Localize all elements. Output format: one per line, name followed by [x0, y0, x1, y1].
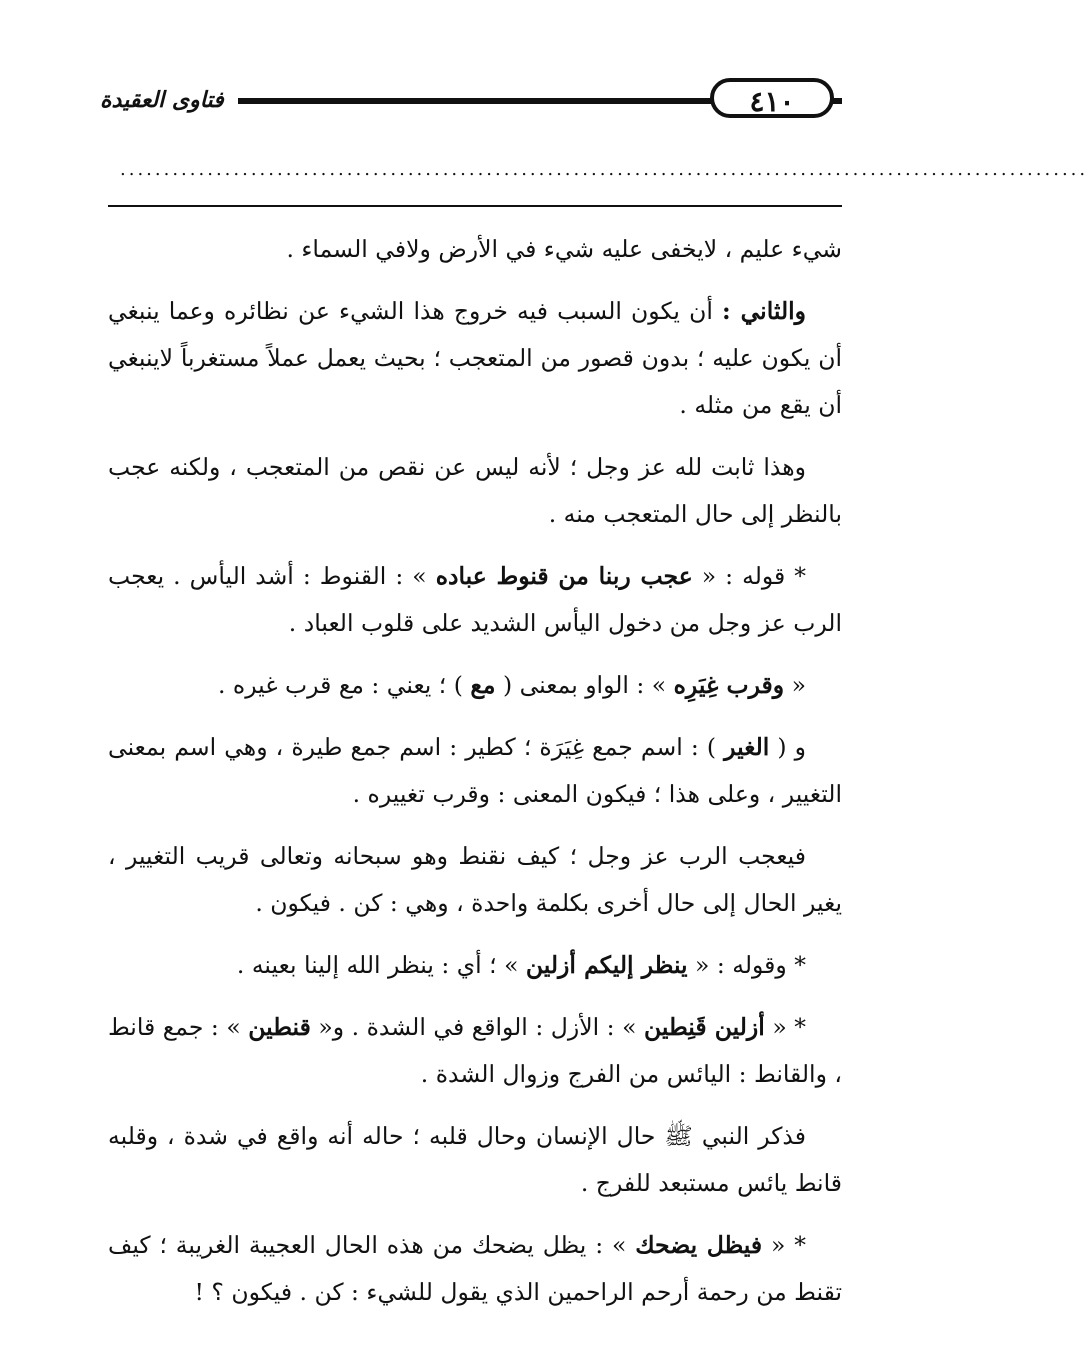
paragraph-3: وهذا ثابت لله عز وجل ؛ لأنه ليس عن نقص من المتعجب ، ولكنه عجب بالنظر إلى حال المتعجب منه . [108, 453, 842, 528]
paragraph-11: * « فيظل يضحك » : يظل يضحك من هذه الحال العجيبة الغريبة ؛ كيف تقنط من رحمة أرحم الراحمين الذي يقول للشيء : كن . فيكون ؟ ! [108, 1231, 842, 1306]
bold-term: فيظل يضحك [635, 1231, 763, 1259]
page-number: ٤١٠ [710, 78, 834, 118]
paragraph-8: * وقوله : « ينظر إليكم أزلين » ؛ أي : ينظر الله إلينا بعينه . [236, 951, 806, 979]
page-header [100, 78, 842, 122]
book-title: فتاوى العقيدة [100, 80, 238, 120]
bold-term: قنطين [248, 1013, 311, 1041]
horizontal-rule [108, 205, 842, 207]
bold-term: وقرب غِيَرِه [673, 671, 785, 699]
bold-term: عجب ربنا من قنوط عباده [435, 562, 693, 590]
bold-term: مع [470, 671, 496, 699]
paragraph-9: * « أزلين قَنِطين » : الأزل : الواقع في الشدة . و« قنطين » : جمع قانط ، والقانط : اليائس من الفرج وزوال الشدة . [108, 1013, 842, 1088]
bold-term: أزلين قَنِطين [643, 1013, 765, 1041]
bold-term: ينظر إليكم أزلين [525, 951, 688, 979]
bold-term: والثاني : [722, 297, 806, 325]
paragraph-6: و ( الغير ) : اسم جمع غِيَرَة ؛ كطير : اسم جمع طيرة ، وهي اسم بمعنى التغيير ، وعلى هذا ؛ فيكون المعنى : وقرب تغييره . [108, 733, 842, 808]
bold-term: الغير [724, 733, 770, 761]
paragraph-5: « وقرب غِيَرِه » : الواو بمعنى ( مع ) ؛ يعني : مع قرب غيره . [217, 671, 806, 699]
paragraph-1: شيء عليم ، لايخفى عليه شيء في الأرض ولافي السماء . [286, 235, 842, 263]
paragraph-10: فذكر النبي ﷺ حال الإنسان وحال قلبه ؛ حاله أنه واقع في شدة ، وقلبه قانط يائس مستبعد للفرج . [108, 1122, 842, 1197]
paragraph-7: فيعجب الرب عز وجل ؛ كيف نقنط وهو سبحانه وتعالى قريب التغيير ، يغير الحال إلى حال أخرى بكلمة واحدة ، وهي : كن . فيكون . [108, 842, 842, 917]
paragraph-4: * قوله : « عجب ربنا من قنوط عباده » : القنوط : أشد اليأس . يعجب الرب عز وجل من دخول اليأس الشديد على قلوب العباد . [108, 562, 842, 637]
dotted-separator: ............................................................................................................... [120, 159, 1088, 180]
paragraph-2: والثاني : أن يكون السبب فيه خروج هذا الشيء عن نظائره وعما ينبغي أن يكون عليه ؛ بدون قصور من المتعجب ؛ بحيث يعمل عملاً مستغرباً لاينبغي أن يقع من مثله . [108, 297, 842, 419]
page-body [108, 226, 842, 1331]
